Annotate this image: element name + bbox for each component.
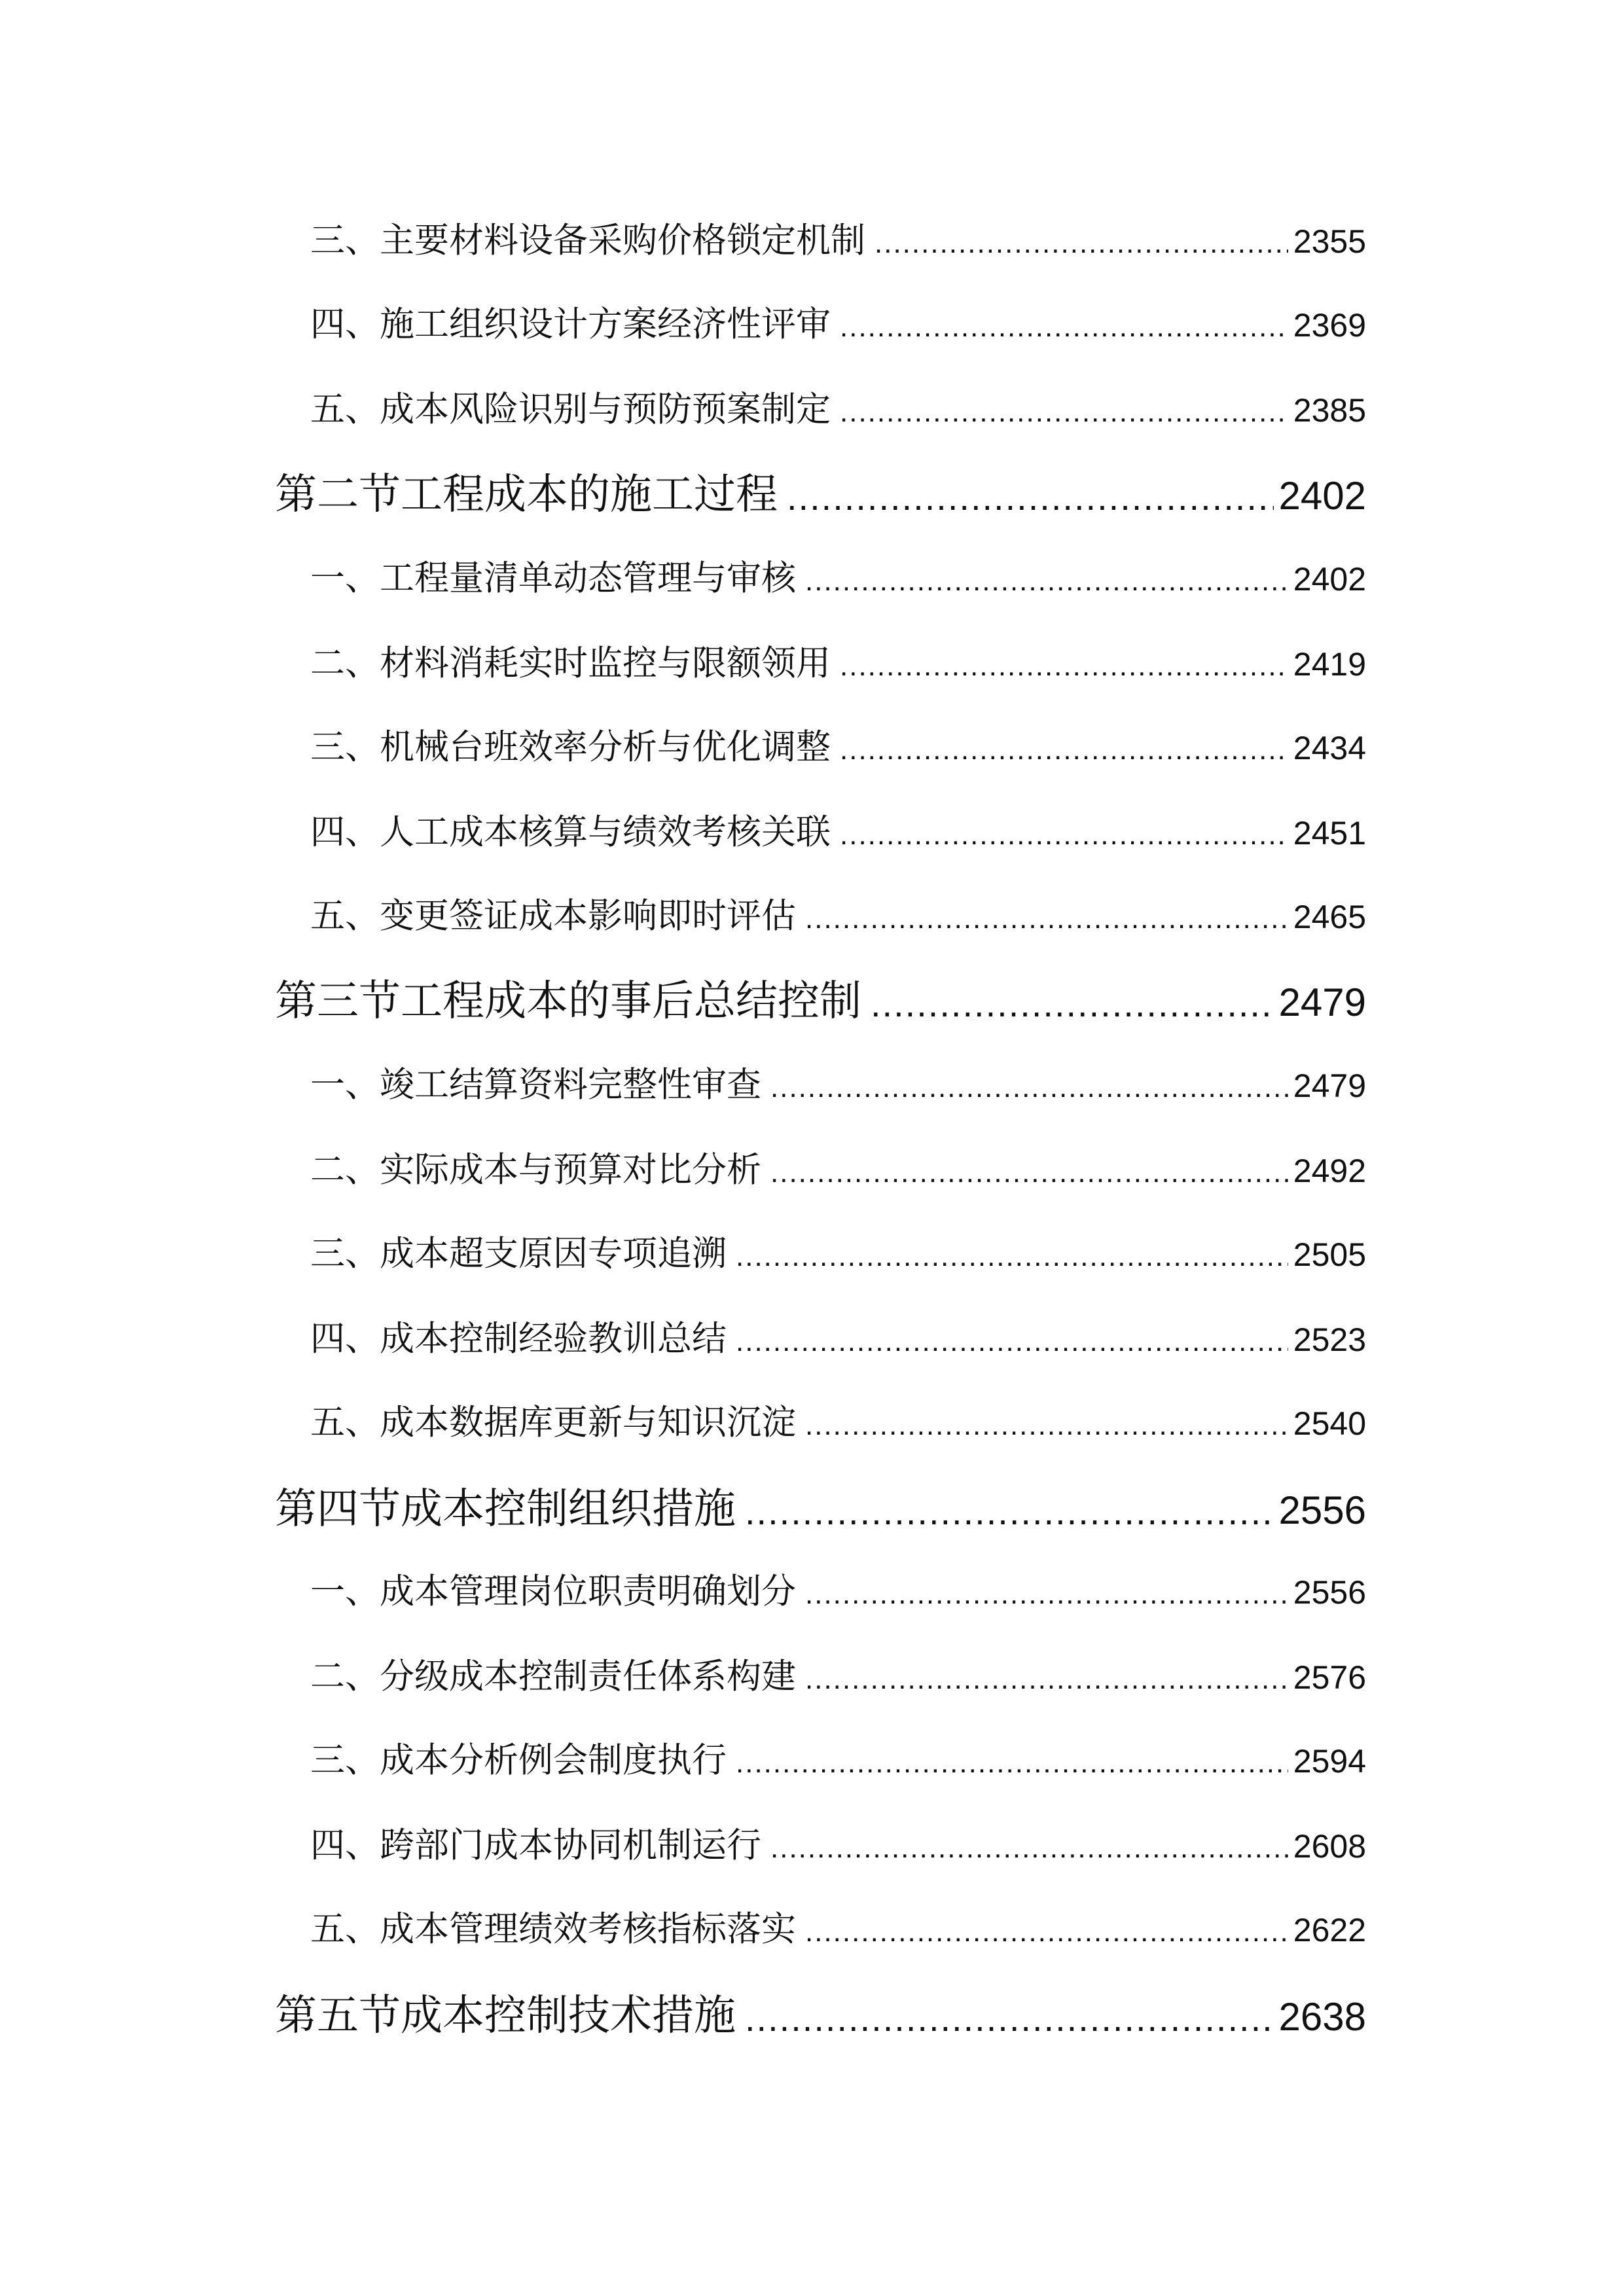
toc-entry[interactable] [310, 639, 1366, 681]
toc-entry-title: 二、实际成本与预算对比分析 [310, 1150, 761, 1190]
toc-section-entry[interactable] [275, 466, 1366, 519]
toc-entry-page: 2434 [1293, 730, 1366, 766]
toc-section-title: 第二节工程成本的施工过程 [275, 471, 778, 519]
toc-entry[interactable] [310, 554, 1366, 596]
toc-entry[interactable] [310, 808, 1366, 850]
toc-entry-title: 三、机械台班效率分析与优化调整 [310, 727, 831, 767]
toc-entry[interactable] [310, 1229, 1366, 1274]
toc-entry[interactable] [310, 891, 1366, 936]
toc-entry-page: 2622 [1293, 1912, 1366, 1948]
toc-entry-page: 2556 [1293, 1574, 1366, 1611]
toc-entry[interactable] [310, 1314, 1366, 1359]
toc-leader-dots [871, 986, 1274, 1022]
toc-section-page: 2479 [1278, 980, 1366, 1024]
toc-entry[interactable] [310, 1736, 1366, 1778]
toc-entry-title: 二、分级成本控制责任体系构建 [310, 1657, 796, 1696]
toc-entry-page: 2419 [1293, 646, 1366, 683]
toc-entry-title: 三、成本超支原因专项追溯 [310, 1234, 727, 1274]
toc-entry[interactable] [310, 385, 1366, 427]
toc-entry[interactable] [310, 300, 1366, 342]
toc-entry-page: 2594 [1293, 1743, 1366, 1780]
toc-entry-title: 二、材料消耗实时监控与限额领用 [310, 643, 831, 683]
toc-leader-dots [805, 905, 1288, 933]
toc-leader-dots [805, 1580, 1288, 1609]
toc-leader-dots [745, 2000, 1274, 2037]
toc-entry-page: 2576 [1293, 1659, 1366, 1696]
toc-entry-page: 2369 [1293, 307, 1366, 344]
toc-leader-dots [840, 736, 1288, 764]
toc-entry-title: 五、成本数据库更新与知识沉淀 [310, 1403, 796, 1443]
toc-entry[interactable] [310, 723, 1366, 767]
toc-entry-page: 2505 [1293, 1236, 1366, 1273]
toc-entry-page: 2385 [1293, 392, 1366, 429]
toc-section-page: 2556 [1278, 1488, 1366, 1532]
toc-entry-title: 四、成本控制经验教训总结 [310, 1319, 727, 1359]
toc-entry-page: 2451 [1293, 815, 1366, 852]
toc-leader-dots [840, 821, 1288, 850]
toc-entry-page: 2523 [1293, 1321, 1366, 1358]
toc-entry-title: 一、成本管理岗位职责明确划分 [310, 1571, 796, 1611]
toc-entry-title: 五、变更签证成本影响即时评估 [310, 896, 796, 936]
toc-section-title: 第四节成本控制组织措施 [275, 1485, 736, 1534]
toc-entry[interactable] [310, 1652, 1366, 1694]
toc-entry-title: 三、成本分析例会制度执行 [310, 1740, 727, 1780]
toc-entry-page: 2479 [1293, 1067, 1366, 1104]
toc-leader-dots [770, 1073, 1288, 1102]
toc-section-entry[interactable] [275, 973, 1366, 1026]
toc-leader-dots [770, 1834, 1288, 1863]
toc-section-entry[interactable] [275, 1480, 1366, 1534]
toc-leader-dots [805, 567, 1288, 596]
toc-entry-page: 2608 [1293, 1828, 1366, 1865]
toc-entry-page: 2540 [1293, 1405, 1366, 1442]
toc-entry-page: 2492 [1293, 1153, 1366, 1189]
toc-section-page: 2638 [1278, 1995, 1366, 2039]
toc-entry-title: 五、成本管理绩效考核指标落实 [310, 1909, 796, 1949]
toc-leader-dots [736, 1327, 1288, 1356]
toc-leader-dots [840, 652, 1288, 681]
toc-leader-dots [840, 398, 1288, 427]
toc-leader-dots [805, 1665, 1288, 1694]
toc-leader-dots [770, 1158, 1288, 1187]
toc-entry-title: 四、跨部门成本协同机制运行 [310, 1825, 761, 1865]
toc-entry-page: 2355 [1293, 223, 1366, 260]
toc-entry-page: 2465 [1293, 899, 1366, 935]
toc-entry-title: 三、主要材料设备采购价格锁定机制 [310, 221, 865, 260]
toc-section-page: 2402 [1278, 474, 1366, 518]
toc-leader-dots [736, 1242, 1288, 1271]
toc-entry-page: 2402 [1293, 561, 1366, 598]
toc-leader-dots [875, 229, 1288, 258]
toc-entry[interactable] [310, 1905, 1366, 1949]
toc-entry-title: 四、人工成本核算与绩效考核关联 [310, 812, 831, 852]
toc-leader-dots [805, 1918, 1288, 1946]
toc-entry[interactable] [310, 216, 1366, 258]
toc-section-title: 第五节成本控制技术措施 [275, 1992, 736, 2040]
toc-entry[interactable] [310, 1060, 1366, 1105]
toc-entry[interactable] [310, 1821, 1366, 1863]
toc-entry-title: 五、成本风险识别与预防预案制定 [310, 389, 831, 429]
toc-leader-dots [745, 1494, 1274, 1530]
toc-entry-title: 一、工程量清单动态管理与审核 [310, 558, 796, 598]
toc-section-entry[interactable] [275, 1987, 1366, 2040]
toc-entry[interactable] [310, 1145, 1366, 1190]
toc-leader-dots [805, 1411, 1288, 1440]
toc-entry[interactable] [310, 1398, 1366, 1443]
toc-leader-dots [736, 1749, 1288, 1778]
toc-entry-title: 四、施工组织设计方案经济性评审 [310, 304, 831, 344]
toc-entry[interactable] [310, 1567, 1366, 1609]
toc-leader-dots [840, 313, 1288, 342]
toc-section-title: 第三节工程成本的事后总结控制 [275, 977, 861, 1026]
toc-leader-dots [787, 479, 1274, 516]
toc-entry-title: 一、竣工结算资料完整性审查 [310, 1065, 761, 1105]
